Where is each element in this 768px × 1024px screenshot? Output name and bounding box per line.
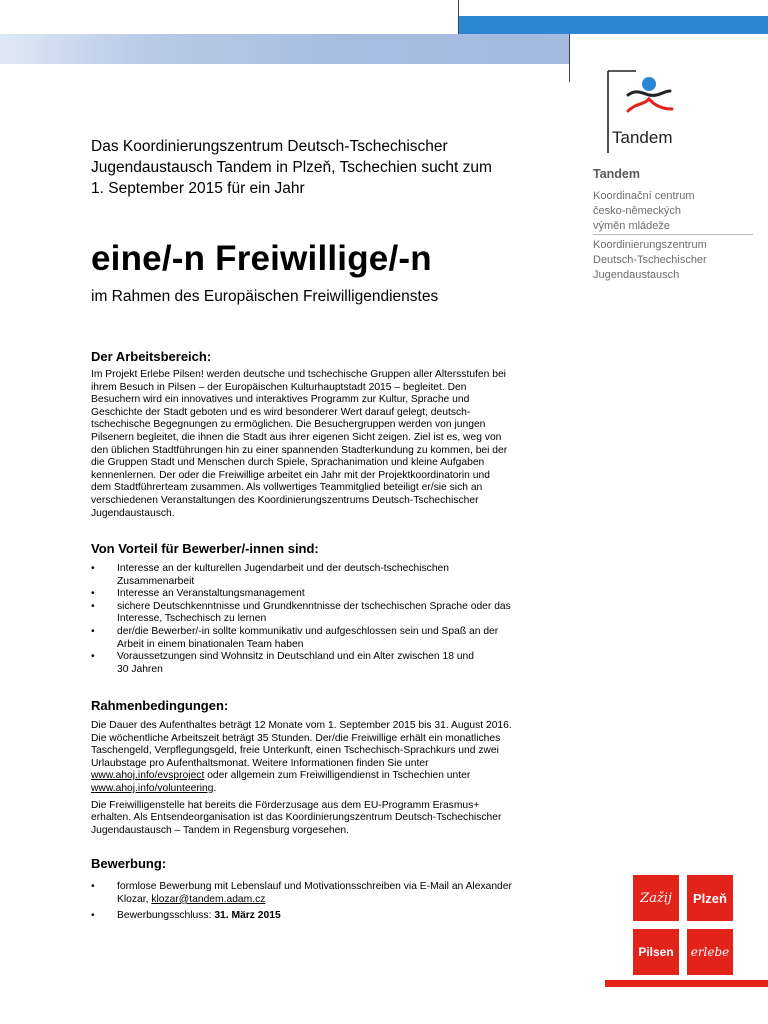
sidebar-line: Koordinační centrum: [593, 190, 695, 202]
tile-zazij: Zažij: [633, 875, 679, 921]
body-line: Urlaubstage pro Aufenthaltsmonat. Weitere Informationen finden Sie unter: [91, 757, 429, 769]
page-title: eine/-n Freiwillige/-n: [91, 239, 432, 278]
body-line: erhalten. Als Entsendeorganisation ist das Koordinierungszentrum Deutsch-Tschechischer: [91, 812, 502, 824]
section-bewerbung: [91, 856, 571, 923]
sidebar-german-name: [593, 238, 763, 283]
footer-red-line: [605, 980, 768, 987]
section-body: [91, 800, 571, 838]
body-line: Taschengeld, Verpflegungsgeld, freie Unterkunft, einen Tschechisch-Sprachkurs und zwei: [91, 745, 499, 757]
header-bar-dark: [459, 16, 768, 34]
body-line: Besuchern wird ein innovatives und interaktives Programm zur Kultur, Sprache und: [91, 394, 470, 406]
list-item: • Voraussetzungen sind Wohnsitz in Deutschland und ein Alter zwischen 18 und 30 Jahren: [91, 651, 571, 676]
deadline-date: 31. März 2015: [214, 910, 281, 922]
section-heading: Von Vorteil für Bewerber/-innen sind:: [91, 541, 319, 556]
sidebar-czech-name: [593, 189, 763, 234]
body-line: Die wöchentliche Arbeitszeit beträgt 35 Stunden. Der/die Freiwillige erhält ein monatliches: [91, 732, 501, 744]
sidebar-title: Tandem: [593, 167, 640, 181]
sidebar-line: Jugendaustausch: [593, 269, 680, 281]
body-line: verschiedenen Veranstaltungen des Koordinierungszentrums Deutsch-Tschechischer: [91, 494, 479, 506]
body-line: Pilsenern begleitet, die ihnen die Stadt aus ihrer eigenen Sicht zeigen. Ziel ist es, weg von: [91, 431, 502, 443]
body-line: kennenlernen. Der oder die Freiwillige arbeitet ein Jahr mit der Projektkoordinatorin und: [91, 469, 490, 481]
body-line: Im Projekt Erlebe Pilsen! werden deutsche und tschechische Gruppen aller Altersstufen bei: [91, 369, 506, 380]
list-item: • der/die Bewerber/-in sollte kommunikativ und aufgeschlossen sein und Spaß an der Arbeit in einem binationalen Team haben: [91, 626, 571, 651]
application-list: [91, 881, 571, 923]
body-line: Geschichte der Stadt geboten und es wird besonderer Wert darauf gelegt, deutsch-: [91, 406, 471, 418]
body-line: die Gruppen Stadt und Menschen durch Spiele, Sprachanimation und kleine Aufgaben: [91, 457, 485, 469]
body-line: den üblichen Stadtführungen hin zu einer spannenden Stadterkundung zu kommen, bei der: [91, 444, 508, 456]
section-body: [91, 369, 571, 520]
logo-text: Tandem: [612, 128, 673, 147]
sidebar-divider: [593, 234, 753, 235]
section-arbeitsbereich: [91, 349, 571, 520]
intro-text: [91, 136, 571, 199]
sidebar-line: Koordinierungszentrum: [593, 239, 707, 251]
body-line: Jugendaustausch.: [91, 507, 175, 519]
header-divider-line: [458, 0, 459, 34]
body-line: Jugendaustausch – Tandem in Regensburg vorgesehen.: [91, 824, 349, 836]
sidebar-line: výměn mládeže: [593, 220, 671, 232]
body-line: www.ahoj.info/volunteering.: [91, 782, 217, 794]
email-link[interactable]: klozar@tandem.adam.cz: [151, 893, 266, 905]
tandem-logo-icon: [606, 69, 692, 155]
page-subtitle: im Rahmen des Europäischen Freiwilligendienstes: [91, 288, 439, 305]
volunteering-link[interactable]: www.ahoj.info/volunteering: [91, 782, 214, 794]
body-line: www.ahoj.info/evsproject oder allgemein zum Freiwilligendienst in Tschechien unter: [91, 770, 471, 782]
tile-pilsen: Pilsen: [633, 929, 679, 975]
body-line: Die Dauer des Aufenthaltes beträgt 12 Monate vom 1. September 2015 bis 31. August 2016.: [91, 720, 512, 731]
intro-line: 1. September 2015 für ein Jahr: [91, 180, 305, 197]
tile-erlebe: erlebe: [687, 929, 733, 975]
section-vorteil: [91, 541, 571, 676]
tandem-logo: [606, 69, 692, 155]
requirements-list: [91, 563, 571, 676]
section-heading: Rahmenbedingungen:: [91, 698, 229, 713]
sidebar-line: Deutsch-Tschechischer: [593, 254, 707, 266]
header-divider-line: [569, 34, 570, 82]
intro-line: Jugendaustausch Tandem in Plzeň, Tschechien sucht zum: [91, 159, 492, 176]
section-body: [91, 720, 571, 796]
erlebe-pilsen-logo: [633, 875, 733, 975]
list-item: • formlose Bewerbung mit Lebenslauf und Motivationsschreiben via E-Mail an Alexander Klozar, klozar@tandem.adam.cz: [91, 881, 571, 906]
list-item: • Interesse an der kulturellen Jugendarbeit und der deutsch-tschechischen Zusammenarbeit: [91, 563, 571, 588]
header-bar-light: [0, 34, 570, 64]
intro-line: Das Koordinierungszentrum Deutsch-Tschechischer: [91, 138, 448, 155]
list-item: • Bewerbungsschluss: 31. März 2015: [91, 910, 571, 923]
body-line: Die Freiwilligenstelle hat bereits die Förderzusage aus dem EU-Programm Erasmus+: [91, 799, 480, 811]
list-item: • Interesse an Veranstaltungsmanagement: [91, 588, 571, 601]
sidebar-line: česko-německých: [593, 205, 682, 217]
section-heading: Der Arbeitsbereich:: [91, 349, 212, 364]
section-heading: Bewerbung:: [91, 856, 167, 871]
body-line: tschechische Begegnungen zu ermöglichen. Die Besuchergruppen werden von jungen: [91, 419, 486, 431]
body-line: ihrem Besuch in Pilsen – der Europäischen Kulturhauptstadt 2015 – begleitet. Den: [91, 381, 467, 393]
section-rahmen: [91, 698, 571, 837]
evs-project-link[interactable]: www.ahoj.info/evsproject: [91, 770, 205, 782]
list-item: • sichere Deutschkenntnisse und Grundkenntnisse der tschechischen Sprache oder das Interesse, Tschechisch zu lernen: [91, 601, 571, 626]
tile-plzen: Plzeň: [687, 875, 733, 921]
body-line: dem Stadtführerteam zusammen. Als vollwertiges Teammitglied beteiligt er/sie sich an: [91, 482, 483, 494]
